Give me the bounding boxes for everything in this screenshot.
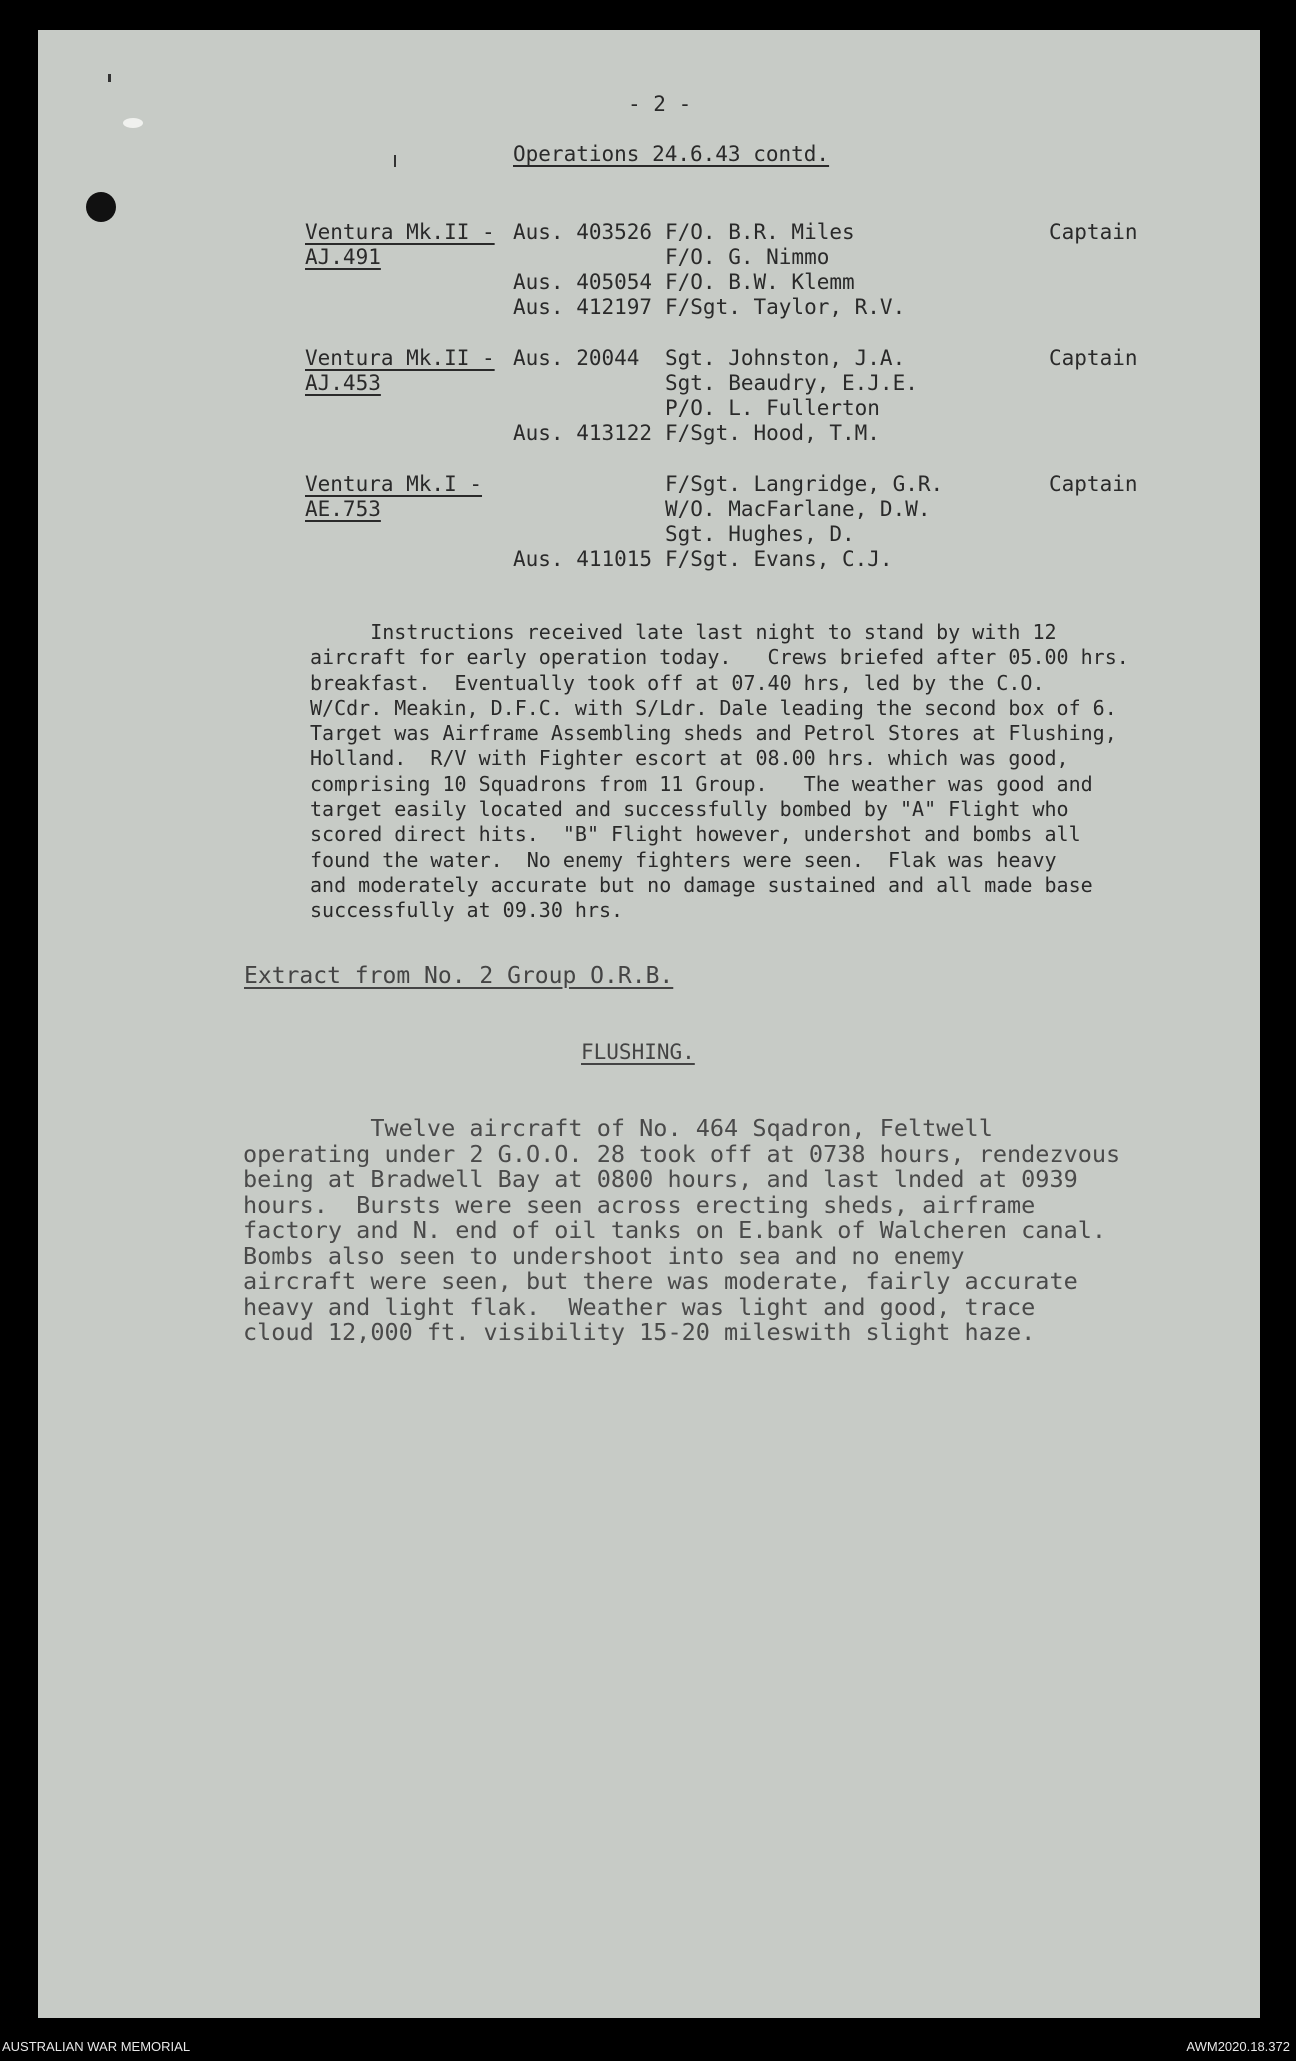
narrative-line: successfully at 09.30 hrs. xyxy=(310,898,624,923)
page-heading: Operations 24.6.43 contd. xyxy=(513,142,830,166)
narrative-line: found the water. No enemy fighters were seen. Flak was heavy xyxy=(310,847,1057,872)
crew-name: F/O. B.R. Miles xyxy=(665,220,855,244)
document-page xyxy=(38,30,1260,2018)
footer-left: AUSTRALIAN WAR MEMORIAL xyxy=(2,2039,191,2054)
crew-name: W/O. MacFarlane, D.W. xyxy=(665,497,931,521)
extract-line: Bombs also seen to undershoot into sea and no enemy xyxy=(243,1241,965,1270)
aircraft-type: Ventura Mk.II - xyxy=(305,220,495,244)
crew-role: Captain xyxy=(1049,220,1138,244)
narrative-line: W/Cdr. Meakin, D.F.C. with S/Ldr. Dale leading the second box of 6. xyxy=(310,695,1117,720)
narrative-line: Instructions received late last night to stand by with 12 xyxy=(310,620,1057,644)
extract-subheading: FLUSHING. xyxy=(581,1040,695,1064)
crew-name: F/Sgt. Langridge, G.R. xyxy=(665,472,944,496)
aircraft-serial: AJ.453 xyxy=(305,371,381,395)
narrative-line: comprising 10 Squadrons from 11 Group. The weather was good and xyxy=(310,771,1093,796)
narrative-line: Holland. R/V with Fighter escort at 08.00 hrs. which was good, xyxy=(310,746,1069,771)
extract-line: cloud 12,000 ft. visibility 15-20 mileswith slight haze. xyxy=(243,1318,1036,1346)
crew-name: P/O. L. Fullerton xyxy=(665,396,880,420)
crew-name: F/O. B.W. Klemm xyxy=(665,270,855,294)
extract-body xyxy=(243,1116,1243,1346)
narrative-line: and moderately accurate but no damage sustained and all made base xyxy=(310,872,1093,897)
narrative-line: Target was Airframe Assembling sheds and Petrol Stores at Flushing, xyxy=(310,721,1117,746)
punch-hole xyxy=(86,192,116,222)
extract-line: operating under 2 G.O.O. 28 took off at 0738 hours, rendezvous xyxy=(243,1139,1121,1168)
ink-mark xyxy=(394,155,396,167)
footer-right: AWM2020.18.372 xyxy=(1186,2039,1290,2054)
crew-role: Captain xyxy=(1049,346,1138,370)
service-number: Aus. 412197 xyxy=(513,295,653,319)
paper-tear xyxy=(123,118,143,128)
extract-heading: Extract from No. 2 Group O.R.B. xyxy=(244,963,674,989)
crew-name: Sgt. Johnston, J.A. xyxy=(665,346,906,370)
crew-name: F/Sgt. Evans, C.J. xyxy=(665,547,893,571)
service-number: Aus. 20044 xyxy=(513,346,640,370)
narrative-line: scored direct hits. "B" Flight however, undershot and bombs all xyxy=(310,822,1081,847)
service-number: Aus. 413122 xyxy=(513,421,653,445)
extract-line: being at Bradwell Bay at 0800 hours, and last lnded at 0939 xyxy=(243,1165,1078,1193)
extract-line: aircraft were seen, but there was moderate, fairly accurate xyxy=(243,1267,1078,1295)
crew-name: Sgt. Beaudry, E.J.E. xyxy=(665,371,918,395)
extract-line: heavy and light flak. Weather was light and good, trace xyxy=(243,1292,1036,1321)
crew-name: F/Sgt. Taylor, R.V. xyxy=(665,295,906,319)
crew-name: Sgt. Hughes, D. xyxy=(665,522,855,546)
aircraft-type: Ventura Mk.II - xyxy=(305,346,495,370)
aircraft-type: Ventura Mk.I - xyxy=(305,472,483,496)
crew-role: Captain xyxy=(1049,472,1138,496)
crew-name: F/O. G. Nimmo xyxy=(665,245,830,269)
aircraft-serial: AJ.491 xyxy=(305,245,381,269)
extract-line: hours. Bursts were seen across erecting sheds, airframe xyxy=(243,1190,1036,1219)
service-number: Aus. 403526 xyxy=(513,220,653,244)
narrative-line: breakfast. Eventually took off at 07.40 hrs, led by the C.O. xyxy=(310,670,1045,695)
aircraft-serial: AE.753 xyxy=(305,497,381,521)
extract-line: factory and N. end of oil tanks on E.bank of Walcheren canal. xyxy=(243,1216,1107,1244)
narrative-line: target easily located and successfully bombed by "A" Flight who xyxy=(310,797,1069,822)
ink-mark xyxy=(108,74,111,82)
extract-line: Twelve aircraft of No. 464 Sqadron, Feltwell xyxy=(243,1114,993,1142)
service-number: Aus. 411015 xyxy=(513,547,653,571)
service-number: Aus. 405054 xyxy=(513,270,653,294)
page-number: - 2 - xyxy=(628,92,692,116)
crew-name: F/Sgt. Hood, T.M. xyxy=(665,421,880,445)
narrative-line: aircraft for early operation today. Crews briefed after 05.00 hrs. xyxy=(310,645,1129,670)
operation-narrative xyxy=(310,620,1210,924)
